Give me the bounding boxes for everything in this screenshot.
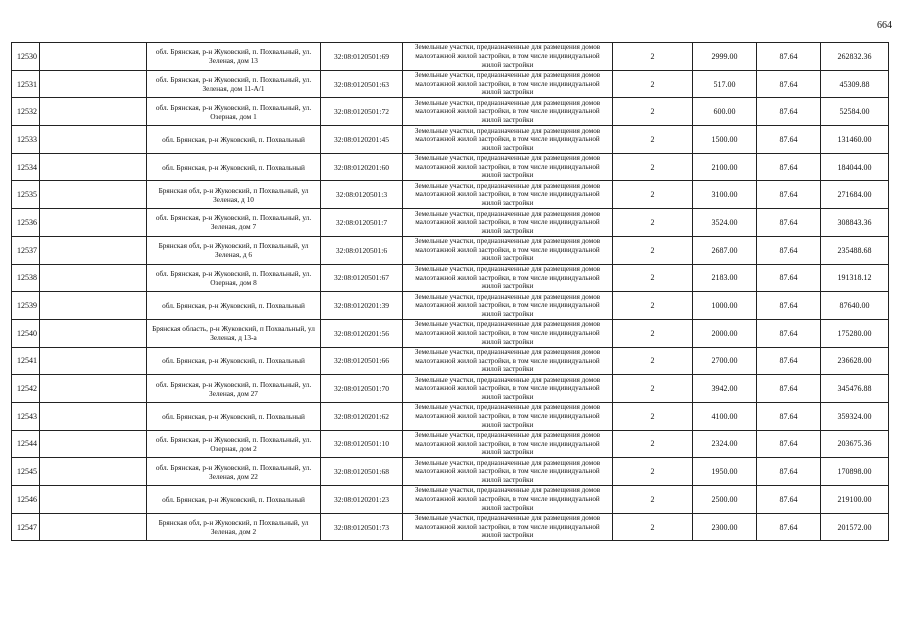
row-number: 12539 (12, 292, 40, 320)
cadastral-number-cell: 32:08:0120501:7 (321, 209, 403, 237)
group-cell: 2 (613, 153, 693, 181)
cadastral-value-cell: 236628.00 (821, 347, 889, 375)
group-cell: 2 (613, 209, 693, 237)
cadastral-number-cell: 32:08:0120501:63 (321, 70, 403, 98)
table-row (12, 458, 889, 486)
group-cell: 2 (613, 292, 693, 320)
cadastral-number-cell: 32:08:0120201:23 (321, 486, 403, 514)
address-cell: обл. Брянская, р-н Жуковский, п. Похвальный, ул. Озерная, дом 2 (147, 430, 321, 458)
blank-cell (40, 458, 147, 486)
land-use-cell: Земельные участки, предназначенные для размещения домов малоэтажной жилой застройки, в том числе индивидуальной жилой застройки (403, 264, 613, 292)
address-cell: обл. Брянская, р-н Жуковский, п. Похвальный, ул. Зеленая, дом 22 (147, 458, 321, 486)
rate-cell: 87.64 (757, 181, 821, 209)
area-cell: 2000.00 (693, 319, 757, 347)
address-cell: обл. Брянская, р-н Жуковский, п. Похвальный, ул. Зеленая, дом 7 (147, 209, 321, 237)
row-number: 12542 (12, 375, 40, 403)
land-use-cell: Земельные участки, предназначенные для размещения домов малоэтажной жилой застройки, в том числе индивидуальной жилой застройки (403, 402, 613, 430)
row-number: 12547 (12, 513, 40, 541)
land-use-cell: Земельные участки, предназначенные для размещения домов малоэтажной жилой застройки, в том числе индивидуальной жилой застройки (403, 236, 613, 264)
cadastral-number-cell: 32:08:0120501:66 (321, 347, 403, 375)
blank-cell (40, 209, 147, 237)
blank-cell (40, 486, 147, 514)
rate-cell: 87.64 (757, 264, 821, 292)
table-body (12, 43, 889, 541)
cadastral-number-cell: 32:08:0120201:62 (321, 402, 403, 430)
row-number: 12534 (12, 153, 40, 181)
cadastral-number-cell: 32:08:0120501:73 (321, 513, 403, 541)
row-number: 12531 (12, 70, 40, 98)
group-cell: 2 (613, 430, 693, 458)
group-cell: 2 (613, 402, 693, 430)
address-cell: обл. Брянская, р-н Жуковский, п. Похвальный, ул. Озерная, дом 8 (147, 264, 321, 292)
group-cell: 2 (613, 70, 693, 98)
table-row (12, 375, 889, 403)
blank-cell (40, 153, 147, 181)
land-use-cell: Земельные участки, предназначенные для размещения домов малоэтажной жилой застройки, в том числе индивидуальной жилой застройки (403, 486, 613, 514)
group-cell: 2 (613, 264, 693, 292)
area-cell: 2999.00 (693, 43, 757, 71)
cadastral-value-cell: 184044.00 (821, 153, 889, 181)
row-number: 12540 (12, 319, 40, 347)
cadastral-value-cell: 308843.36 (821, 209, 889, 237)
table-row (12, 513, 889, 541)
table-row (12, 319, 889, 347)
address-cell: обл. Брянская, р-н Жуковский, п. Похвальный (147, 126, 321, 154)
cadastral-value-cell: 131460.00 (821, 126, 889, 154)
land-use-cell: Земельные участки, предназначенные для размещения домов малоэтажной жилой застройки, в том числе индивидуальной жилой застройки (403, 209, 613, 237)
rate-cell: 87.64 (757, 126, 821, 154)
address-cell: обл. Брянская, р-н Жуковский, п. Похвальный (147, 292, 321, 320)
area-cell: 1000.00 (693, 292, 757, 320)
table-row (12, 292, 889, 320)
cadastral-value-cell: 359324.00 (821, 402, 889, 430)
land-use-cell: Земельные участки, предназначенные для размещения домов малоэтажной жилой застройки, в том числе индивидуальной жилой застройки (403, 430, 613, 458)
cadastral-number-cell: 32:08:0120501:10 (321, 430, 403, 458)
group-cell: 2 (613, 486, 693, 514)
address-cell: Брянская обл, р-н Жуковский, п Похвальный, ул Зеленая, д 10 (147, 181, 321, 209)
cadastral-number-cell: 32:08:0120201:39 (321, 292, 403, 320)
blank-cell (40, 43, 147, 71)
blank-cell (40, 347, 147, 375)
cadastral-value-cell: 52584.00 (821, 98, 889, 126)
table-row (12, 126, 889, 154)
address-cell: обл. Брянская, р-н Жуковский, п. Похвальный, ул. Зеленая, дом 27 (147, 375, 321, 403)
table-row (12, 70, 889, 98)
cadastral-value-cell: 87640.00 (821, 292, 889, 320)
area-cell: 2700.00 (693, 347, 757, 375)
cadastral-number-cell: 32:08:0120201:60 (321, 153, 403, 181)
land-use-cell: Земельные участки, предназначенные для размещения домов малоэтажной жилой застройки, в том числе индивидуальной жилой застройки (403, 347, 613, 375)
cadastral-value-cell: 235488.68 (821, 236, 889, 264)
blank-cell (40, 513, 147, 541)
address-cell: обл. Брянская, р-н Жуковский, п. Похвальный (147, 486, 321, 514)
row-number: 12533 (12, 126, 40, 154)
table-row (12, 486, 889, 514)
address-cell: Брянская обл, р-н Жуковский, п Похвальный, ул Зеленая, дом 2 (147, 513, 321, 541)
land-use-cell: Земельные участки, предназначенные для размещения домов малоэтажной жилой застройки, в том числе индивидуальной жилой застройки (403, 98, 613, 126)
area-cell: 1500.00 (693, 126, 757, 154)
rate-cell: 87.64 (757, 513, 821, 541)
address-cell: обл. Брянская, р-н Жуковский, п. Похвальный (147, 347, 321, 375)
group-cell: 2 (613, 375, 693, 403)
row-number: 12538 (12, 264, 40, 292)
page-number: 664 (877, 20, 892, 31)
table-row (12, 264, 889, 292)
cadastral-value-cell: 175280.00 (821, 319, 889, 347)
cadastral-value-cell: 170898.00 (821, 458, 889, 486)
rate-cell: 87.64 (757, 153, 821, 181)
cadastral-number-cell: 32:08:0120501:70 (321, 375, 403, 403)
table-row (12, 181, 889, 209)
cadastral-number-cell: 32:08:0120501:68 (321, 458, 403, 486)
group-cell: 2 (613, 98, 693, 126)
area-cell: 3942.00 (693, 375, 757, 403)
cadastral-number-cell: 32:08:0120501:3 (321, 181, 403, 209)
area-cell: 1950.00 (693, 458, 757, 486)
row-number: 12537 (12, 236, 40, 264)
address-cell: обл. Брянская, р-н Жуковский, п. Похвальный (147, 153, 321, 181)
area-cell: 600.00 (693, 98, 757, 126)
cadastral-number-cell: 32:08:0120201:56 (321, 319, 403, 347)
area-cell: 3524.00 (693, 209, 757, 237)
rate-cell: 87.64 (757, 98, 821, 126)
area-cell: 2183.00 (693, 264, 757, 292)
cadastral-value-cell: 345476.88 (821, 375, 889, 403)
cadastral-value-cell: 203675.36 (821, 430, 889, 458)
blank-cell (40, 402, 147, 430)
row-number: 12544 (12, 430, 40, 458)
table-row (12, 209, 889, 237)
land-use-cell: Земельные участки, предназначенные для размещения домов малоэтажной жилой застройки, в том числе индивидуальной жилой застройки (403, 126, 613, 154)
cadastral-number-cell: 32:08:0120201:45 (321, 126, 403, 154)
blank-cell (40, 236, 147, 264)
cadastral-number-cell: 32:08:0120501:67 (321, 264, 403, 292)
land-use-cell: Земельные участки, предназначенные для размещения домов малоэтажной жилой застройки, в том числе индивидуальной жилой застройки (403, 375, 613, 403)
address-cell: обл. Брянская, р-н Жуковский, п. Похвальный, ул. Зеленая, дом 13 (147, 43, 321, 71)
table-row (12, 430, 889, 458)
cadastral-value-cell: 45309.88 (821, 70, 889, 98)
group-cell: 2 (613, 126, 693, 154)
table-row (12, 43, 889, 71)
address-cell: обл. Брянская, р-н Жуковский, п. Похвальный (147, 402, 321, 430)
rate-cell: 87.64 (757, 375, 821, 403)
group-cell: 2 (613, 43, 693, 71)
address-cell: обл. Брянская, р-н Жуковский, п. Похвальный, ул. Озерная, дом 1 (147, 98, 321, 126)
land-use-cell: Земельные участки, предназначенные для размещения домов малоэтажной жилой застройки, в том числе индивидуальной жилой застройки (403, 70, 613, 98)
row-number: 12535 (12, 181, 40, 209)
area-cell: 2500.00 (693, 486, 757, 514)
land-use-cell: Земельные участки, предназначенные для размещения домов малоэтажной жилой застройки, в том числе индивидуальной жилой застройки (403, 319, 613, 347)
blank-cell (40, 181, 147, 209)
cadastral-number-cell: 32:08:0120501:72 (321, 98, 403, 126)
row-number: 12530 (12, 43, 40, 71)
blank-cell (40, 292, 147, 320)
rate-cell: 87.64 (757, 430, 821, 458)
land-use-cell: Земельные участки, предназначенные для размещения домов малоэтажной жилой застройки, в том числе индивидуальной жилой застройки (403, 153, 613, 181)
land-use-cell: Земельные участки, предназначенные для размещения домов малоэтажной жилой застройки, в том числе индивидуальной жилой застройки (403, 43, 613, 71)
cadastral-value-cell: 191318.12 (821, 264, 889, 292)
area-cell: 2324.00 (693, 430, 757, 458)
address-cell: Брянская обл, р-н Жуковский, п Похвальный, ул Зеленая, д 6 (147, 236, 321, 264)
land-use-cell: Земельные участки, предназначенные для размещения домов малоэтажной жилой застройки, в том числе индивидуальной жилой застройки (403, 181, 613, 209)
cadastral-value-cell: 262832.36 (821, 43, 889, 71)
group-cell: 2 (613, 181, 693, 209)
group-cell: 2 (613, 347, 693, 375)
rate-cell: 87.64 (757, 236, 821, 264)
table-row (12, 98, 889, 126)
cadastral-value-cell: 201572.00 (821, 513, 889, 541)
cadastral-number-cell: 32:08:0120501:6 (321, 236, 403, 264)
rate-cell: 87.64 (757, 209, 821, 237)
table-row (12, 153, 889, 181)
row-number: 12545 (12, 458, 40, 486)
group-cell: 2 (613, 458, 693, 486)
rate-cell: 87.64 (757, 402, 821, 430)
table-row (12, 347, 889, 375)
rate-cell: 87.64 (757, 486, 821, 514)
blank-cell (40, 126, 147, 154)
address-cell: Брянская область, р-н Жуковский, п Похвальный, ул Зеленая, д 13-а (147, 319, 321, 347)
table-row (12, 236, 889, 264)
rate-cell: 87.64 (757, 43, 821, 71)
row-number: 12536 (12, 209, 40, 237)
row-number: 12532 (12, 98, 40, 126)
rate-cell: 87.64 (757, 292, 821, 320)
area-cell: 4100.00 (693, 402, 757, 430)
row-number: 12543 (12, 402, 40, 430)
land-use-cell: Земельные участки, предназначенные для размещения домов малоэтажной жилой застройки, в том числе индивидуальной жилой застройки (403, 513, 613, 541)
group-cell: 2 (613, 319, 693, 347)
area-cell: 3100.00 (693, 181, 757, 209)
rate-cell: 87.64 (757, 347, 821, 375)
area-cell: 2100.00 (693, 153, 757, 181)
row-number: 12541 (12, 347, 40, 375)
rate-cell: 87.64 (757, 458, 821, 486)
blank-cell (40, 70, 147, 98)
cadastral-number-cell: 32:08:0120501:69 (321, 43, 403, 71)
address-cell: обл. Брянская, р-н Жуковский, п. Похвальный, ул. Зеленая, дом 11-А/1 (147, 70, 321, 98)
table-row (12, 402, 889, 430)
land-use-cell: Земельные участки, предназначенные для размещения домов малоэтажной жилой застройки, в том числе индивидуальной жилой застройки (403, 292, 613, 320)
area-cell: 517.00 (693, 70, 757, 98)
cadastral-value-cell: 271684.00 (821, 181, 889, 209)
blank-cell (40, 430, 147, 458)
blank-cell (40, 319, 147, 347)
land-use-cell: Земельные участки, предназначенные для размещения домов малоэтажной жилой застройки, в том числе индивидуальной жилой застройки (403, 458, 613, 486)
group-cell: 2 (613, 513, 693, 541)
area-cell: 2687.00 (693, 236, 757, 264)
rate-cell: 87.64 (757, 70, 821, 98)
cadastral-value-cell: 219100.00 (821, 486, 889, 514)
row-number: 12546 (12, 486, 40, 514)
group-cell: 2 (613, 236, 693, 264)
blank-cell (40, 264, 147, 292)
area-cell: 2300.00 (693, 513, 757, 541)
blank-cell (40, 375, 147, 403)
blank-cell (40, 98, 147, 126)
rate-cell: 87.64 (757, 319, 821, 347)
cadastral-value-table (11, 42, 889, 541)
